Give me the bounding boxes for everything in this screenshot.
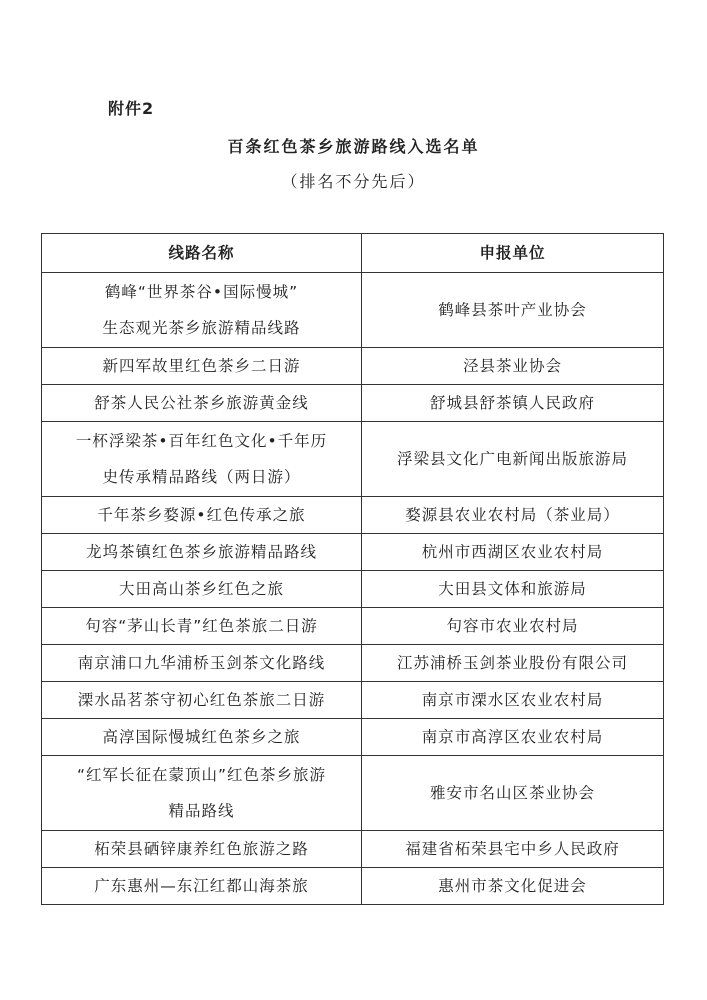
attachment-label: 附件2 [108, 99, 155, 118]
route-name-cell: 新四军故里红色茶乡二日游 [42, 348, 362, 385]
declaring-unit-cell: 舒城县舒茶镇人民政府 [362, 385, 664, 422]
table-row [42, 348, 664, 385]
column-header-unit: 申报单位 [362, 234, 664, 273]
table-row [42, 497, 664, 534]
route-name-cell: 句容“茅山长青”红色茶旅二日游 [42, 608, 362, 645]
route-name-cell: “红军长征在蒙顶山”红色茶乡旅游 精品路线 [42, 756, 362, 831]
route-name-cell: 一杯浮梁茶•百年红色文化•千年历 史传承精品路线（两日游） [42, 422, 362, 497]
route-name-cell: 高淳国际慢城红色茶乡之旅 [42, 719, 362, 756]
table-row [42, 756, 664, 831]
declaring-unit-cell: 杭州市西湖区农业农村局 [362, 534, 664, 571]
declaring-unit-cell: 江苏浦桥玉剑茶业股份有限公司 [362, 645, 664, 682]
declaring-unit-cell: 鹤峰县茶叶产业协会 [362, 273, 664, 348]
table-row [42, 831, 664, 868]
route-name-cell: 大田高山茶乡红色之旅 [42, 571, 362, 608]
table-row [42, 422, 664, 497]
table-row [42, 608, 664, 645]
document-title: 百条红色茶乡旅游路线入选名单 [227, 137, 480, 156]
declaring-unit-cell: 南京市高淳区农业农村局 [362, 719, 664, 756]
declaring-unit-cell: 浮梁县文化广电新闻出版旅游局 [362, 422, 664, 497]
table-header-row [42, 234, 664, 273]
route-name-cell: 广东惠州—东江红都山海茶旅 [42, 868, 362, 905]
route-list-table [41, 233, 664, 905]
route-name-cell: 龙坞茶镇红色茶乡旅游精品路线 [42, 534, 362, 571]
declaring-unit-cell: 雅安市名山区茶业协会 [362, 756, 664, 831]
route-name-cell: 舒茶人民公社茶乡旅游黄金线 [42, 385, 362, 422]
declaring-unit-cell: 福建省柘荣县宅中乡人民政府 [362, 831, 664, 868]
route-name-cell: 鹤峰“世界茶谷•国际慢城” 生态观光茶乡旅游精品线路 [42, 273, 362, 348]
route-name-cell: 千年茶乡婺源•红色传承之旅 [42, 497, 362, 534]
table-row [42, 571, 664, 608]
declaring-unit-cell: 南京市溧水区农业农村局 [362, 682, 664, 719]
table-row [42, 868, 664, 905]
table-row [42, 273, 664, 348]
declaring-unit-cell: 句容市农业农村局 [362, 608, 664, 645]
column-header-route: 线路名称 [42, 234, 362, 273]
declaring-unit-cell: 婺源县农业农村局（茶业局） [362, 497, 664, 534]
declaring-unit-cell: 大田县文体和旅游局 [362, 571, 664, 608]
declaring-unit-cell: 惠州市茶文化促进会 [362, 868, 664, 905]
table-row [42, 719, 664, 756]
table-row [42, 682, 664, 719]
table-row [42, 385, 664, 422]
table-row [42, 645, 664, 682]
document-subtitle: （排名不分先后） [281, 172, 426, 191]
declaring-unit-cell: 泾县茶业协会 [362, 348, 664, 385]
route-name-cell: 柘荣县硒锌康养红色旅游之路 [42, 831, 362, 868]
route-name-cell: 南京浦口九华浦桥玉剑茶文化路线 [42, 645, 362, 682]
table-row [42, 534, 664, 571]
route-name-cell: 溧水品茗茶守初心红色茶旅二日游 [42, 682, 362, 719]
